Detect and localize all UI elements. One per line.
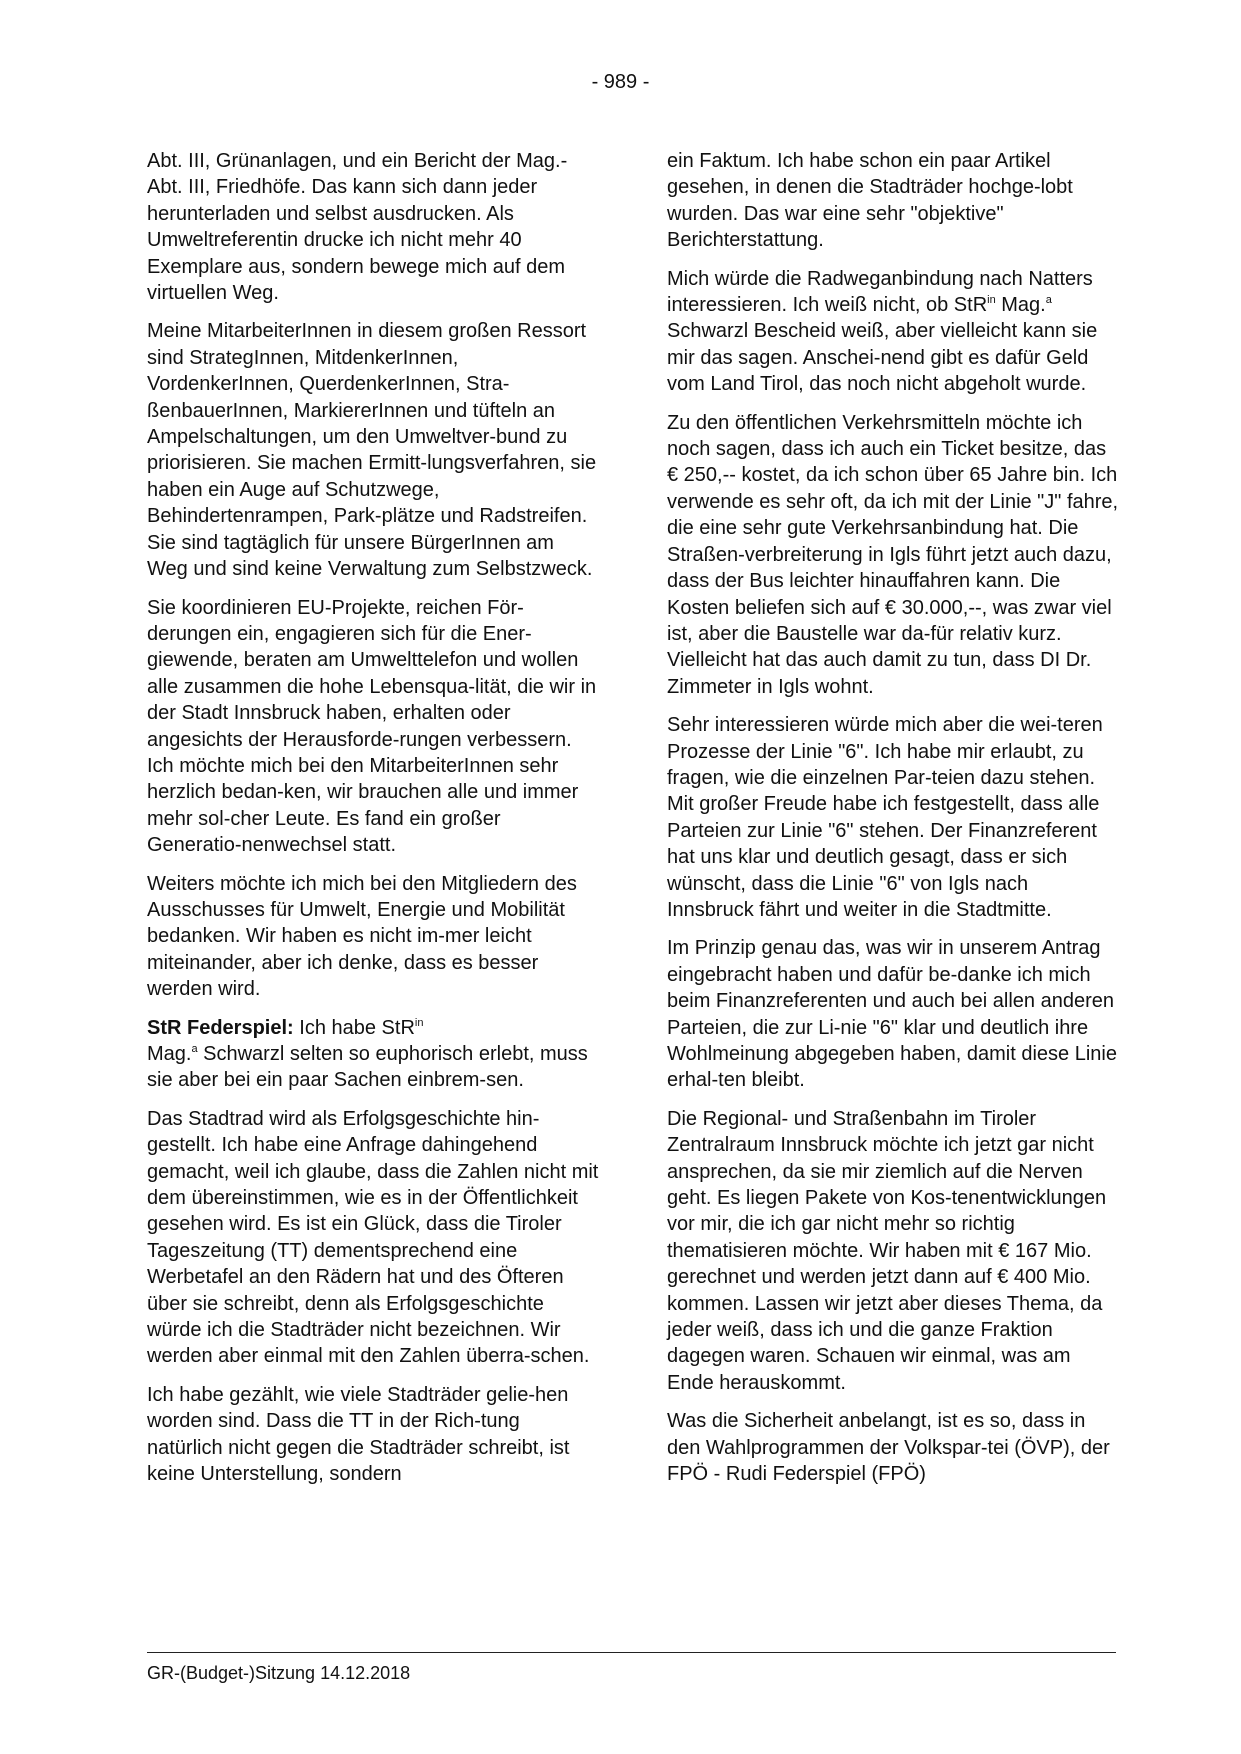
paragraph: Das Stadtrad wird als Erfolgsgeschichte hin-gestellt. Ich habe eine Anfrage dahingehend gemacht, weil ich glaube, dass die Zahlen nicht mit dem übereinstimmen, wie es in der Öffentlichkeit gesehen wird. Es ist ein Glück, dass die Tiroler Tageszeitung (TT) dementsprechend eine Werbetafel an den Rädern hat und des Öfteren über sie schreibt, denn als Erfolgsgeschichte würde ich die Stadträder nicht bezeichnen. Wir werden aber einmal mit den Zahlen überra-schen. — [147, 1107, 599, 1368]
superscript: in — [987, 294, 996, 307]
page-number: - 989 - — [591, 71, 650, 93]
paragraph: Meine MitarbeiterInnen in diesem großen Ressort sind StrategInnen, MitdenkerInnen, VordenkerInnen, QuerdenkerInnen, Stra-ßenbauerInnen, MarkiererInnen und tüfteln an Ampelschaltungen, um den Umweltver-bund zu priorisieren. Sie machen Ermitt-lungsverfahren, sie haben ein Auge auf Schutzwege, Behindertenrampen, Park-plätze und Radstreifen. Sie sind tagtäglich für unsere BürgerInnen am Weg und sind keine Verwaltung zum Selbstzweck. — [147, 320, 597, 581]
right-column — [667, 148, 1119, 1500]
paragraph: Ich habe gezählt, wie viele Stadträder gelie-hen worden sind. Dass die TT in der Rich-tung natürlich nicht gegen die Stadträder schreibt, ist keine Unterstellung, sondern — [147, 1383, 570, 1486]
text-run: Mag. — [147, 1043, 192, 1065]
text-run: Ich habe StR — [293, 1016, 415, 1039]
paragraph — [667, 266, 1119, 398]
paragraph: Was die Sicherheit anbelangt, ist es so, dass in den Wahlprogrammen der Volkspar-tei (ÖVP), der FPÖ - Rudi Federspiel (FPÖ) — [667, 1410, 1110, 1486]
text-run: Schwarzl Bescheid weiß, aber vielleicht kann sie mir das sagen. Anschei-nend gibt es dafür Geld vom Land Tirol, das noch nicht abgeholt wurde. — [667, 320, 1098, 396]
left-column — [147, 148, 599, 1500]
speaker-name: StR Federspiel: — [147, 1016, 294, 1039]
paragraph: Zu den öffentlichen Verkehrsmitteln möchte ich noch sagen, dass ich auch ein Ticket besitze, das € 250,-- kostet, da ich schon über 65 Jahre bin. Ich verwende es sehr oft, da ich mit der Linie "J" fahre, die eine sehr gute Verkehrsanbindung hat. Die Straßen-verbreiterung in Igls führt jetzt auch dazu, dass der Bus leichter hinauffahren kann. Die Kosten beliefen sich auf € 30.000,--, was zwar viel ist, aber die Baustelle war da-für relativ kurz. Vielleicht hat das auch damit zu tun, dass DI Dr. Zimmeter in Igls wohnt. — [667, 411, 1119, 698]
paragraph: Sie koordinieren EU-Projekte, reichen För-derungen ein, engagieren sich für die Ener-giewende, beraten am Umwelttelefon und wollen alle zusammen die hohe Lebensqua-lität, die wir in der Stadt Innsbruck haben, erhalten oder angesichts der Herausforde-rungen verbessern. Ich möchte mich bei den MitarbeiterInnen sehr herzlich bedan-ken, wir brauchen alle und immer mehr sol-cher Leute. Es fand ein großer Generatio-nenwechsel statt. — [147, 596, 597, 857]
text-run: Schwarzl selten so euphorisch erlebt, muss sie aber bei ein paar Sachen einbrem-sen. — [147, 1043, 588, 1092]
paragraph: Weiters möchte ich mich bei den Mitgliedern des Ausschusses für Umwelt, Energie und Mobilität bedanken. Wir haben es nicht im-mer leicht miteinander, aber ich denke, dass es besser werden wird. — [147, 872, 577, 1001]
superscript: a — [1045, 294, 1052, 307]
text-run: Mich würde die Radweganbindung nach Natters interessieren. Ich weiß nicht, ob StR — [667, 267, 1093, 317]
paragraph: ein Faktum. Ich habe schon ein paar Artikel gesehen, in denen die Stadträder hochge-lobt wurden. Das war eine sehr "objektive" Berichterstattung. — [667, 150, 1073, 252]
paragraph: Die Regional- und Straßenbahn im Tiroler Zentralraum Innsbruck möchte ich jetzt gar nicht ansprechen, da sie mir ziemlich auf die Nerven geht. Es liegen Pakete von Kos-tenentwicklungen vor mir, die ich gar nicht mehr so richtig thematisieren möchte. Wir haben mit € 167 Mio. gerechnet und werden jetzt dann auf € 400 Mio. kommen. Lassen wir jetzt aber dieses Thema, da jeder weiß, dass ich und die ganze Fraktion dagegen waren. Schauen wir einmal, was am Ende herauskommt. — [667, 1107, 1107, 1394]
text-run: Mag. — [995, 294, 1046, 317]
footer-text: GR-(Budget-)Sitzung 14.12.2018 — [147, 1663, 411, 1683]
superscript: a — [191, 1043, 198, 1055]
speaker-paragraph — [147, 1015, 599, 1094]
paragraph: Im Prinzip genau das, was wir in unserem Antrag eingebracht haben und dafür be-danke ich mich beim Finanzreferenten und auch bei allen anderen Parteien, die zur Li-nie "6" klar und deutlich ihre Wohlmeinung abgegeben haben, damit diese Linie erhal-ten bleibt. — [667, 937, 1117, 1092]
footer-divider — [147, 1652, 1116, 1653]
paragraph: Abt. III, Grünanlagen, und ein Bericht der Mag.-Abt. III, Friedhöfe. Das kann sich dann jeder herunterladen und selbst ausdrucken. Als Umweltreferentin drucke ich nicht mehr 40 Exemplare aus, sondern bewege mich auf dem virtuellen Weg. — [147, 150, 568, 305]
paragraph: Sehr interessieren würde mich aber die wei-teren Prozesse der Linie "6". Ich habe mir erlaubt, zu fragen, wie die einzelnen Par-teien dazu stehen. Mit großer Freude habe ich festgestellt, dass alle Parteien zur Linie "6" stehen. Der Finanzreferent hat uns klar und deutlich gesagt, dass er sich wünscht, dass die Linie "6" von Igls nach Innsbruck fährt und weiter in die Stadtmitte. — [667, 714, 1103, 921]
superscript: in — [414, 1016, 424, 1029]
